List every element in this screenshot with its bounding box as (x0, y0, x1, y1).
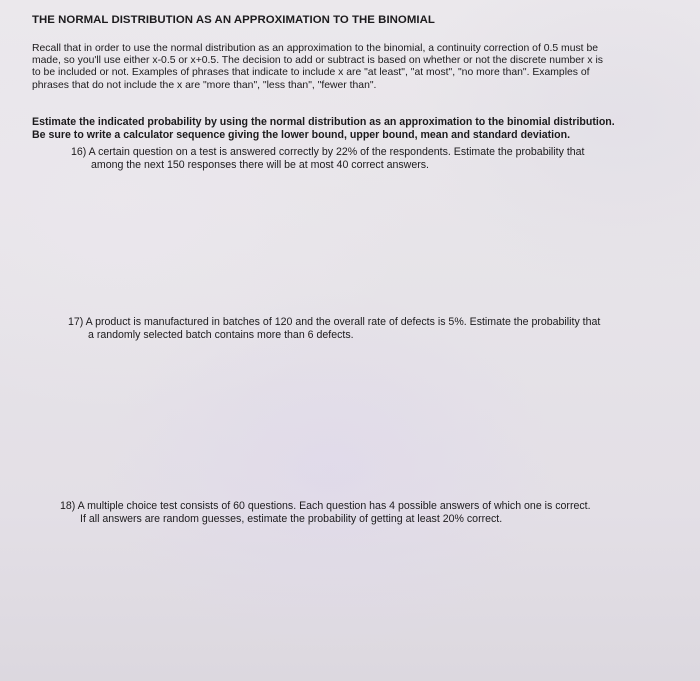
problem-line: a randomly selected batch contains more than 6 defects. (88, 329, 354, 342)
intro-line: phrases that do not include the x are "more than", "less than", "fewer than". (32, 79, 377, 91)
intro-line: made, so you'll use either x-0.5 or x+0.5. The decision to add or subtract is based on whether or not the discrete number x is (32, 55, 603, 67)
problem-line: 16) A certain question on a test is answered correctly by 22% of the respondents. Estimate the probability that (71, 146, 585, 158)
problem-17 (68, 316, 600, 342)
instruction-line: Estimate the indicated probability by using the normal distribution as an approximation to the binomial distribution. (32, 116, 615, 128)
problem-line: among the next 150 responses there will be at most 40 correct answers. (91, 159, 429, 172)
problem-18 (60, 500, 591, 526)
intro-paragraph (32, 43, 692, 92)
intro-line: to be included or not. Examples of phrases that indicate to include x are "at least", "at most", "no more than". Examples of (32, 67, 590, 79)
instruction-line: Be sure to write a calculator sequence giving the lower bound, upper bound, mean and standard deviation. (32, 128, 571, 141)
problem-line: 17) A product is manufactured in batches of 120 and the overall rate of defects is 5%. Estimate the probability that (68, 316, 601, 328)
page-title: THE NORMAL DISTRIBUTION AS AN APPROXIMATION TO THE BINOMIAL (32, 14, 435, 26)
problem-line: 18) A multiple choice test consists of 60 questions. Each question has 4 possible answers of which one is correct. (60, 500, 591, 512)
problem-line: If all answers are random guesses, estimate the probability of getting at least 20% correct. (80, 513, 503, 526)
instructions (32, 116, 696, 141)
intro-line: Recall that in order to use the normal distribution as an approximation to the binomial, a continuity correction of 0.5 must be (32, 43, 599, 54)
problem-16 (71, 146, 585, 172)
